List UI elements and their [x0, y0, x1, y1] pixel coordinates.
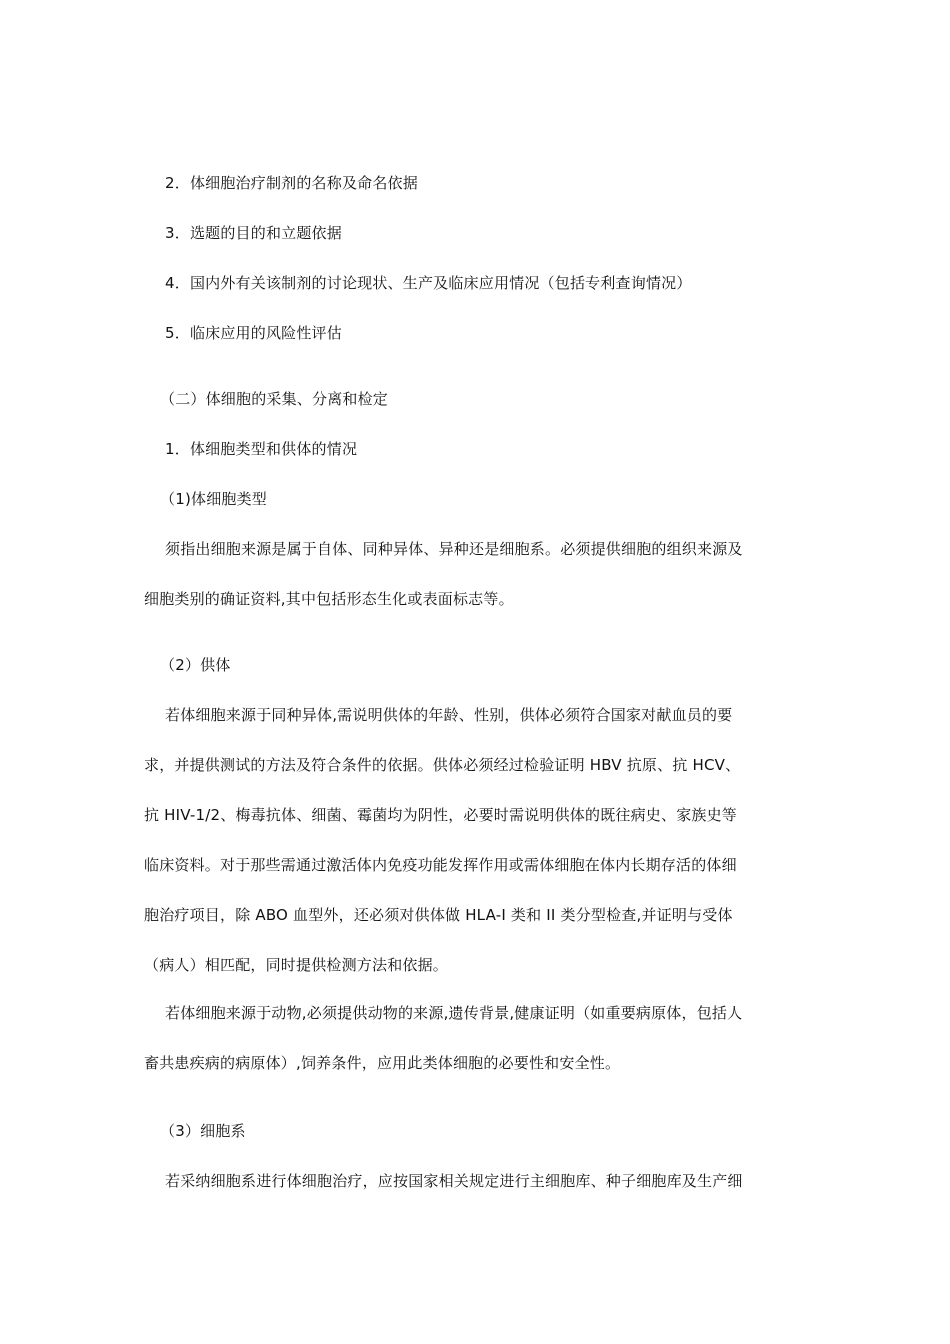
paragraph-donor-line-4: 临床资料。对于那些需通过激活体内免疫功能发挥作用或需体细胞在体内长期存活的体细: [144, 856, 737, 874]
item-heading-donor: （2）供体: [160, 656, 231, 674]
paragraph-donor-line-2: 求，并提供测试的方法及符合条件的依据。供体必须经过检验证明 HBV 抗原、抗 HCV、: [144, 756, 741, 774]
list-item-research-status: 4．国内外有关该制剂的讨论现状、生产及临床应用情况（包括专利查询情况）: [165, 274, 692, 292]
subsection-heading-cell-types: 1．体细胞类型和供体的情况: [165, 440, 358, 458]
item-heading-cell-type: （1)体细胞类型: [160, 490, 267, 508]
section-heading-collection: （二）体细胞的采集、分离和检定: [160, 390, 389, 408]
list-item-risk-assessment: 5．临床应用的风险性评估: [165, 324, 342, 342]
paragraph-donor-line-1: 若体细胞来源于同种异体,需说明供体的年龄、性别，供体必须符合国家对献血员的要: [165, 706, 733, 724]
paragraph-cell-type-line-2: 细胞类别的确证资料,其中包括形态生化或表面标志等。: [144, 590, 514, 608]
list-item-purpose: 3．选题的目的和立题依据: [165, 224, 342, 242]
paragraph-animal-line-1: 若体细胞来源于动物,必须提供动物的来源,遗传背景,健康证明（如重要病原体，包括人: [165, 1004, 743, 1022]
paragraph-donor-line-6: （病人）相匹配，同时提供检测方法和依据。: [144, 956, 449, 974]
list-item-naming: 2．体细胞治疗制剂的名称及命名依据: [165, 174, 418, 192]
paragraph-donor-line-3: 抗 HIV-1/2、梅毒抗体、细菌、霉菌均为阴性，必要时需说明供体的既往病史、家族史等: [144, 806, 738, 824]
paragraph-cell-type-line-1: 须指出细胞来源是属于自体、同种异体、异种还是细胞系。必须提供细胞的组织来源及: [165, 540, 743, 558]
item-heading-cell-line: （3）细胞系: [160, 1122, 246, 1140]
paragraph-cell-line-line-1: 若采纳细胞系进行体细胞治疗，应按国家相关规定进行主细胞库、种子细胞库及生产细: [165, 1172, 743, 1190]
paragraph-donor-line-5: 胞治疗项目，除 ABO 血型外，还必须对供体做 HLA-I 类和 II 类分型检查,并证明与受体: [144, 906, 733, 924]
paragraph-animal-line-2: 畜共患疾病的病原体）,饲养条件，应用此类体细胞的必要性和安全性。: [144, 1054, 621, 1072]
